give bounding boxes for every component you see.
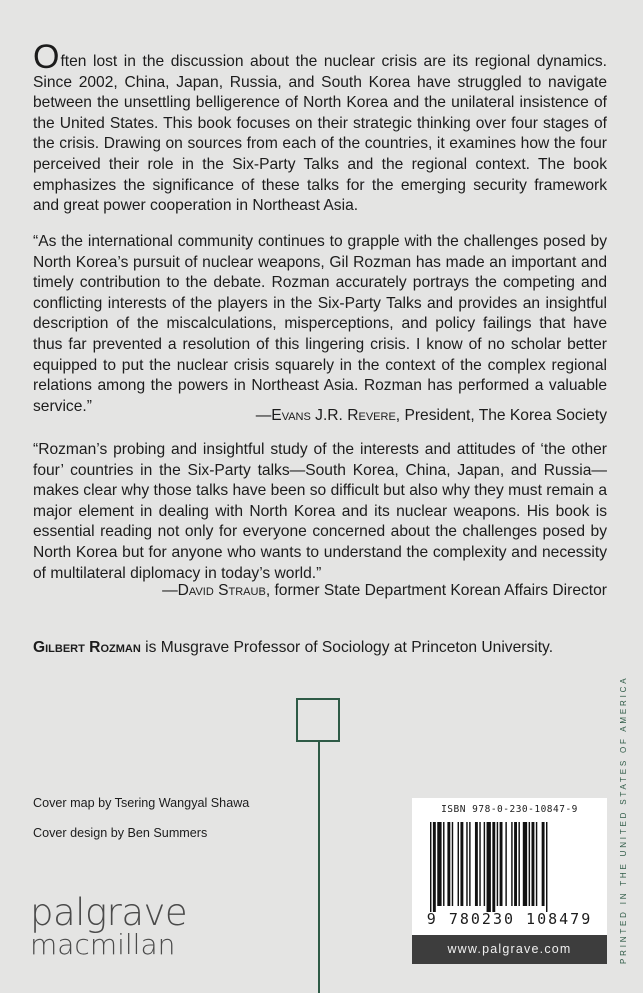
publisher-logo-line1: palgrave <box>30 891 188 934</box>
barcode-bar <box>460 822 463 906</box>
emblem-square <box>296 698 340 742</box>
barcode-bar <box>542 822 545 906</box>
cover-map-credit: Cover map by Tsering Wangyal Shawa <box>33 796 250 810</box>
emblem-line <box>318 742 320 993</box>
blurb-text: ften lost in the discussion about the nuclear crisis are its regional dynamics. Since 2002, China, Japan, Russia, and South Korea have struggled to navigate between the unsettling belligerence of North Korea and the unilateral insistence of the United States. This book focuses on their strategic thinking over four stages of the crisis. Drawing on sources from each of the countries, it examines how the four perceived their role in the Six-Party Talks and the regional context. The book emphasizes the significance of these talks for the emerging security framework and great power cooperation in Northeast Asia. <box>33 53 607 215</box>
barcode-bar <box>529 822 530 906</box>
author-name: Gilbert Rozman <box>33 639 141 656</box>
barcode-bar <box>492 822 495 912</box>
barcode-bar <box>443 822 444 906</box>
barcode-bar <box>518 822 519 906</box>
barcode-bar <box>484 822 485 906</box>
publisher-logo-line2: macmillan <box>30 928 176 961</box>
publisher-logo <box>30 891 188 962</box>
barcode-block <box>412 798 607 964</box>
barcode-bar <box>466 822 467 906</box>
endorser-name: Evans J.R. Revere <box>271 407 396 424</box>
author-bio: Gilbert Rozman is Musgrave Professor of Sociology at Princeton University. <box>33 639 554 656</box>
barcode-bar <box>458 822 459 906</box>
barcode-bar <box>475 822 478 906</box>
endorsement-quote-1: “As the international community continues to grapple with the challenges posed by North Korea’s pursuit of nuclear weapons, Gil Rozman has made an important and timely contribution to the debate. Rozman accurately portrays the competing and conflicting interests of the players in the Six-Party Talks and provides an insightful description of the miscalculations, misperceptions, and policy failings that have thus far prevented a resolution of this lingering crisis. I know of no scholar better equipped to put the nuclear crisis squarely in the context of the complex regional relations among the powers in Northeast Asia. Rozman has performed a valuable service.” <box>33 233 607 415</box>
barcode-bar <box>447 822 450 906</box>
endorser-name: David Straub <box>177 582 266 599</box>
printed-in-usa-text: PRINTED IN THE UNITED STATES OF AMERICA <box>619 675 628 964</box>
back-cover-blurb <box>33 38 607 217</box>
barcode-bar <box>479 822 480 906</box>
endorsement-attribution-2: —David Straub, former State Department Korean Affairs Director <box>162 582 607 599</box>
publisher-url: www.palgrave.com <box>412 935 607 964</box>
barcode-bar <box>437 822 441 906</box>
barcode-bar <box>452 822 453 906</box>
barcode-bar <box>532 822 535 906</box>
barcode-bar <box>505 822 506 906</box>
barcode-bar <box>430 822 431 912</box>
barcode-bar <box>514 822 517 906</box>
barcode-bar <box>487 822 491 912</box>
barcode-bar <box>511 822 512 906</box>
drop-cap: O <box>33 38 60 76</box>
barcode-bar <box>536 822 537 906</box>
barcode-bar <box>500 822 503 906</box>
cover-design-credit: Cover design by Ben Summers <box>33 826 208 840</box>
barcode-bar <box>469 822 470 906</box>
isbn-label: ISBN 978-0-230-10847-9 <box>441 804 578 815</box>
endorsement-quote-2: “Rozman’s probing and insightful study of the interests and attitudes of ‘the other four’ countries in the Six-Party talks—South Korea, China, Japan, and Russia—makes clear why those talks have been so difficult but also why they must remain a major element in dealing with North Korea and its nuclear weapons. His book is essential reading not only for everyone concerned about the challenges posed by North Korea but for anyone who wants to understand the complexity and necessity of multilateral diplomacy in today’s world.” <box>33 441 607 582</box>
barcode-icon <box>430 822 590 912</box>
barcode-bar <box>497 822 498 906</box>
barcode-digits: 9 780230 108479 <box>426 910 593 928</box>
barcode-bar <box>546 822 547 912</box>
barcode-bar <box>433 822 436 912</box>
barcode-bar <box>523 822 527 906</box>
endorsement-attribution-1: —Evans J.R. Revere, President, The Korea Society <box>255 407 607 424</box>
